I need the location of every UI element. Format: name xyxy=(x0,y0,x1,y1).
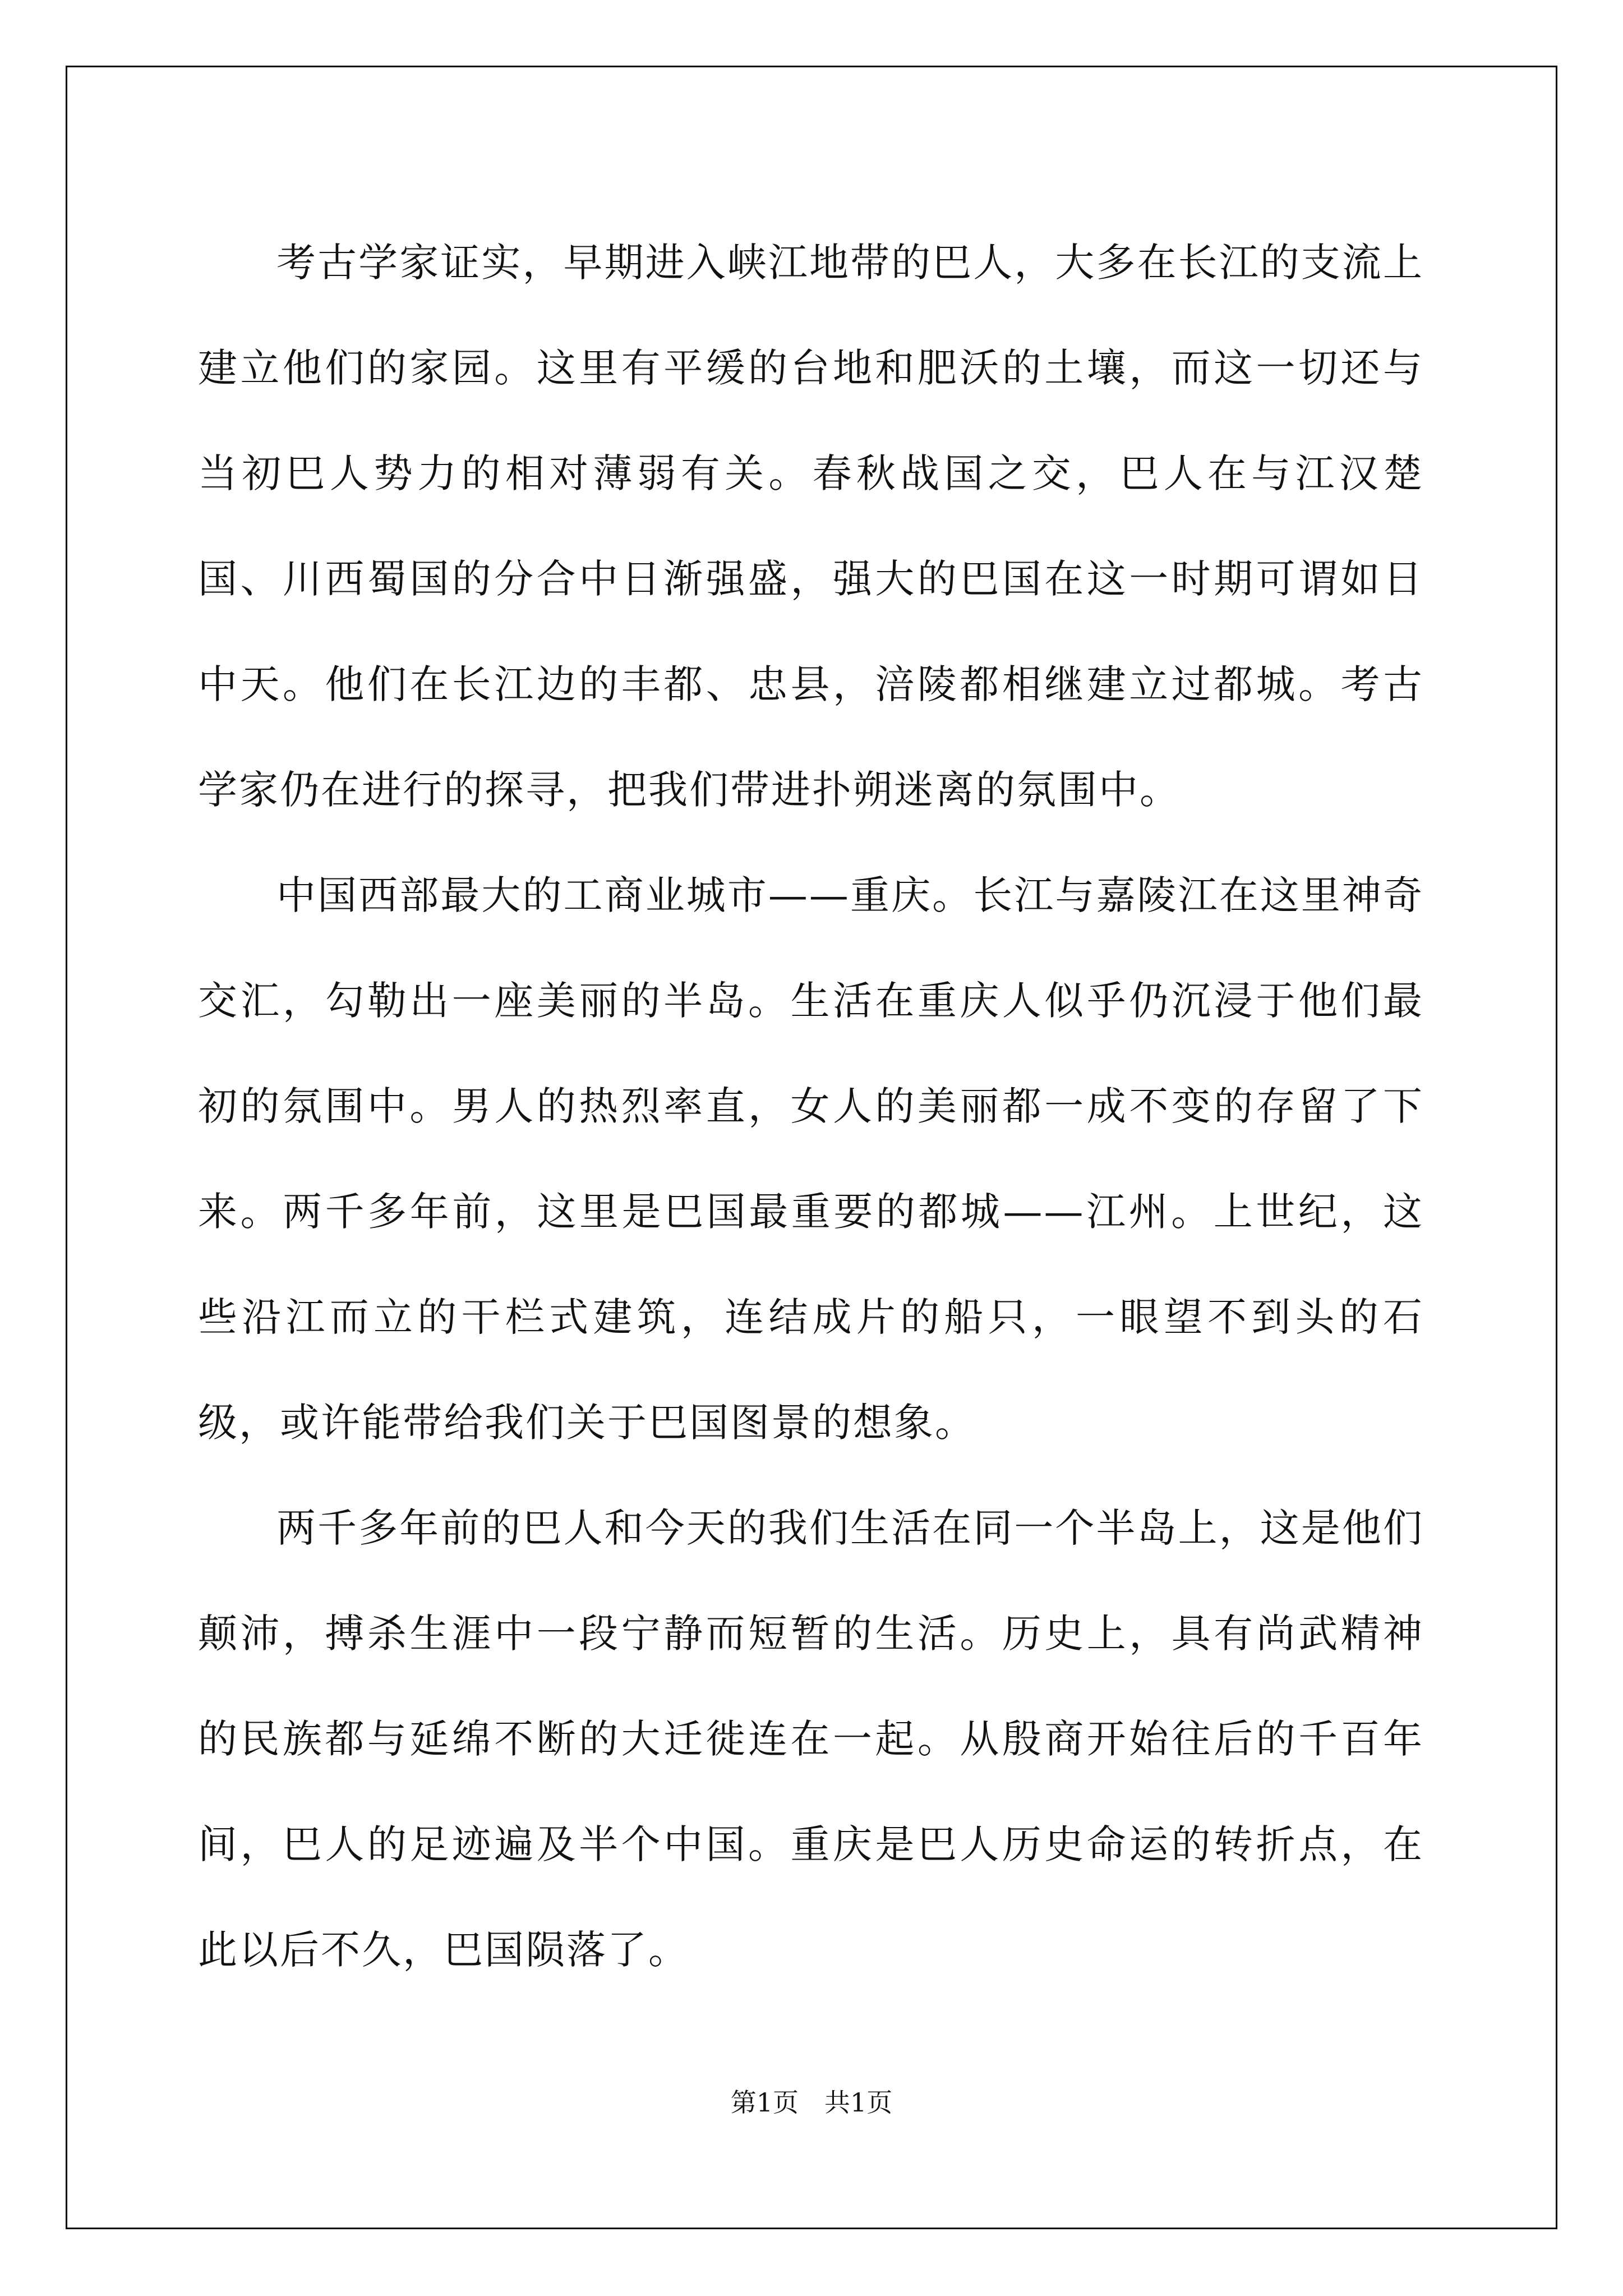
page-number-footer: 第1页 共1页 xyxy=(730,2087,893,2118)
document-body xyxy=(198,210,1424,2003)
paragraph-1: 考古学家证实，早期进入峡江地带的巴人，大多在长江的支流上建立他们的家园。这里有平缓的台地和肥沃的土壤，而这一切还与当初巴人势力的相对薄弱有关。春秋战国之交，巴人在与江汉楚国、川西蜀国的分合中日渐强盛，强大的巴国在这一时期可谓如日中天。他们在长江边的丰都、忠县，涪陵都相继建立过都城。考古学家仍在进行的探寻，把我们带进扑朔迷离的氛围中。 xyxy=(198,240,1424,813)
paragraph-3: 两千多年前的巴人和今天的我们生活在同一个半岛上，这是他们颠沛，搏杀生涯中一段宁静而短暂的生活。历史上，具有尚武精神的民族都与延绵不断的大迁徙连在一起。从殷商开始往后的千百年间，巴人的足迹遍及半个中国。重庆是巴人历史命运的转折点，在此以后不久，巴国陨落了。 xyxy=(198,1505,1424,1973)
paragraph-2: 中国西部最大的工商业城市——重庆。长江与嘉陵江在这里神奇交汇，勾勒出一座美丽的半岛。生活在重庆人似乎仍沉浸于他们最初的氛围中。男人的热烈率直，女人的美丽都一成不变的存留了下来。两千多年前，这里是巴国最重要的都城——江州。上世纪，这些沿江而立的干栏式建筑，连结成片的船只，一眼望不到头的石级，或许能带给我们关于巴国图景的想象。 xyxy=(198,872,1424,1446)
